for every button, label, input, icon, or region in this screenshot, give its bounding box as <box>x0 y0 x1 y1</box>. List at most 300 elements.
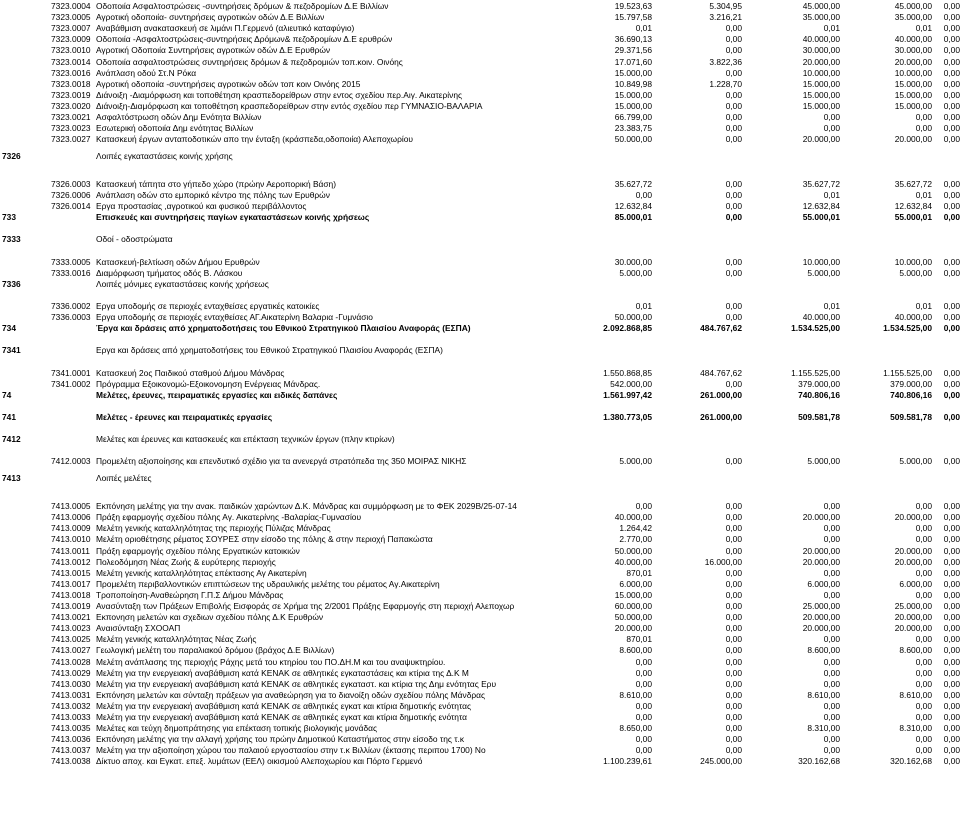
amount-col-3: 0,00 <box>823 734 840 745</box>
budget-line-row <box>0 623 960 634</box>
amount-col-4: 8.610,00 <box>899 689 932 700</box>
amount-col-5: 0,00 <box>943 634 960 645</box>
amount-col-3: 509.581,78 <box>798 412 840 422</box>
amount-col-1: 8.650,00 <box>619 723 652 734</box>
amount-col-1: 50.000,00 <box>614 612 652 623</box>
amount-col-2: 0,00 <box>725 723 742 734</box>
account-description: Οδοποιία -Ασφαλτοστρώσεις-συντηρήσεις Δρόμων& πεζοδρομίων Δ.Ε ερυθρών <box>96 34 393 45</box>
account-code: 7413.0033 <box>51 712 91 722</box>
amount-col-1: 17.071,60 <box>614 56 652 67</box>
account-code: 7323.0019 <box>51 89 91 100</box>
amount-col-4: 0,00 <box>915 523 932 534</box>
account-description: Πράξη εφαρμογής σχεδίου πόλης Εργατικών κατοικιών <box>96 545 300 556</box>
amount-col-2: 0,00 <box>725 656 742 667</box>
account-description: Ανασύνταξη των Πράξεων Επιβολής Εισφοράς σε Χρήμα της 2/2001 Πράξης Εφαρμογής στη περιοχή Αλεποχωρ <box>96 601 515 611</box>
account-description: Κατασκευή-βελτίωση οδών Δήμου Ερυθρών <box>96 256 260 267</box>
account-description: Εκπονηση μελετών και σχεδιων σχεδίου πόλης Δ.Κ Ερυθρών <box>96 612 324 623</box>
amount-col-3: 5.000,00 <box>807 456 840 467</box>
account-code: 7326.0014 <box>51 201 91 212</box>
account-code: 7336.0003 <box>51 312 91 323</box>
account-code: 7413.0037 <box>51 745 91 756</box>
account-code: 7413.0025 <box>51 634 91 645</box>
group-code: 7326 <box>2 151 21 162</box>
amount-col-3: 30.000,00 <box>802 45 840 56</box>
amount-col-1: 0,00 <box>635 700 652 711</box>
amount-col-4: 0,00 <box>915 678 932 689</box>
amount-col-2: 0,00 <box>725 567 742 578</box>
amount-col-1: 0,00 <box>635 678 652 689</box>
account-code: 7412.0003 <box>51 456 91 467</box>
amount-col-2: 0,00 <box>725 712 742 722</box>
amount-col-2: 0,00 <box>725 23 742 34</box>
amount-col-3: 0,00 <box>823 678 840 689</box>
budget-line-row <box>0 668 960 679</box>
budget-line-row <box>0 34 960 45</box>
amount-col-1: 19.523,63 <box>614 1 652 11</box>
amount-col-4: 20.000,00 <box>894 512 932 523</box>
account-code: 7413.0012 <box>51 556 91 567</box>
amount-col-1: 15.000,00 <box>614 100 652 111</box>
group-row <box>0 212 960 223</box>
amount-col-2: 0,00 <box>725 700 742 711</box>
account-code: 7413.0036 <box>51 734 91 745</box>
amount-col-2: 0,00 <box>725 612 742 623</box>
budget-line-row <box>0 756 960 767</box>
account-description: Αγροτική οδοποιία- συντηρήσεις αγροτικών οδών Δ.Ε Βιλλίων <box>96 12 325 23</box>
amount-col-4: 0,00 <box>915 734 932 745</box>
account-code: 7323.0007 <box>51 23 91 34</box>
amount-col-1: 12.632,84 <box>614 201 652 212</box>
amount-col-3: 1.534.525,00 <box>791 323 840 334</box>
blank-row <box>0 490 960 501</box>
amount-col-4: 55.000,01 <box>894 212 932 223</box>
amount-col-4: 15.000,00 <box>894 78 932 89</box>
account-code: 7413.0032 <box>51 700 91 711</box>
amount-col-3: 8.600,00 <box>807 645 840 656</box>
amount-col-5: 0,00 <box>943 556 960 567</box>
amount-col-3: 8.310,00 <box>807 723 840 734</box>
amount-col-5: 0,00 <box>943 78 960 89</box>
amount-col-2: 484.767,62 <box>700 323 742 334</box>
amount-col-5: 0,00 <box>943 301 960 311</box>
account-code: 7323.0010 <box>51 45 91 56</box>
amount-col-5: 0,00 <box>943 256 960 267</box>
account-description: Ανάπλαση οδών στο εμπορικό κέντρο της πόλης των Ερυθρών <box>96 190 330 200</box>
amount-col-5: 0,00 <box>943 312 960 323</box>
amount-col-4: 20.000,00 <box>894 134 932 145</box>
account-code: 7413.0006 <box>51 512 91 523</box>
amount-col-3: 0,00 <box>823 589 840 600</box>
budget-line-row <box>0 201 960 212</box>
account-description: Διάνοιξη-Διαμόρφωση και τοποθέτηση κρασπεδορείθρων στην εντός σχεδίου περ ΓΥΜΝΑΣΙΟ-ΒΑΛΑΡΙΑ <box>96 100 483 111</box>
amount-col-4: 20.000,00 <box>894 56 932 67</box>
amount-col-3: 10.000,00 <box>802 67 840 78</box>
amount-col-4: 30.000,00 <box>894 45 932 56</box>
amount-col-5: 0,00 <box>943 589 960 600</box>
amount-col-1: 1.550.868,85 <box>603 367 652 378</box>
amount-col-5: 0,00 <box>943 689 960 700</box>
amount-col-4: 20.000,00 <box>894 623 932 634</box>
amount-col-1: 2.092.868,85 <box>603 323 652 334</box>
account-code: 7413.0018 <box>51 589 91 600</box>
group-row <box>0 279 960 290</box>
amount-col-5: 0,00 <box>943 123 960 134</box>
amount-col-4: 0,01 <box>915 190 932 200</box>
blank-row <box>0 445 960 456</box>
amount-col-4: 0,00 <box>915 567 932 578</box>
amount-col-2: 16.000,00 <box>704 556 742 567</box>
account-code: 7341.0002 <box>51 378 91 389</box>
account-description: Ασφαλτόστρωση οδών Δημ Ενότητα Βιλλίων <box>96 112 262 122</box>
amount-col-1: 0,00 <box>635 667 652 678</box>
amount-col-4: 10.000,00 <box>894 256 932 267</box>
amount-col-4: 15.000,00 <box>894 100 932 111</box>
amount-col-3: 379.000,00 <box>798 378 840 389</box>
budget-line-row <box>0 57 960 68</box>
amount-col-1: 8.600,00 <box>619 645 652 656</box>
amount-col-4: 10.000,00 <box>894 67 932 78</box>
account-description: Γεωλογική μελέτη του παραλιακού δρόμου (βράχος Δ.Ε Βιλλίων) <box>96 645 335 656</box>
amount-col-4: 20.000,00 <box>894 545 932 556</box>
blank-row <box>0 168 960 179</box>
account-code: 7323.0018 <box>51 78 91 89</box>
amount-col-3: 20.000,00 <box>802 134 840 145</box>
amount-col-5: 0,00 <box>943 212 960 223</box>
amount-col-5: 0,00 <box>943 112 960 122</box>
amount-col-3: 20.000,00 <box>802 556 840 567</box>
account-description: Μελέτη οριοθέτησης ρέματος ΣΟΥΡΕΣ στην είσοδο της πόλης & στην περιοχή Παπακώστα <box>96 534 433 545</box>
amount-col-1: 66.799,00 <box>614 112 652 122</box>
amount-col-4: 379.000,00 <box>890 378 932 389</box>
amount-col-3: 0,00 <box>823 634 840 645</box>
blank-row <box>0 357 960 368</box>
account-description: Μελέτη γενικής καταλληλότητας Νέας Ζωής <box>96 634 257 645</box>
amount-col-3: 320.162,68 <box>798 756 840 767</box>
amount-col-4: 0,00 <box>915 634 932 645</box>
amount-col-2: 3.216,21 <box>709 12 742 23</box>
budget-line-row <box>0 546 960 557</box>
amount-col-2: 484.767,62 <box>700 367 742 378</box>
account-code: 7413.0011 <box>51 545 90 556</box>
amount-col-1: 20.000,00 <box>614 623 652 634</box>
amount-col-2: 0,00 <box>725 634 742 645</box>
account-description: Εκπόνηση μελέτης για την ανακ. παιδικών χαρώντων Δ.Κ. Μάνδρας και συμμόρφωση με το ΦΕΚ 2029Β/25-07-14 <box>96 501 517 512</box>
budget-line-row <box>0 101 960 112</box>
account-description: Εσωτερική οδοποιία Δημ ενότητας Βιλλίων <box>96 123 254 134</box>
amount-col-2: 0,00 <box>725 456 742 467</box>
account-description: Οδοποιία Ασφαλτοστρώσεις -συντηρήσεις δρόμων & πεζοδρομίων Δ.Ε Βιλλίων <box>96 1 389 11</box>
budget-line-row <box>0 90 960 101</box>
amount-col-4: 0,01 <box>915 301 932 311</box>
account-code: 7413.0017 <box>51 578 91 589</box>
amount-col-2: 0,00 <box>725 301 742 311</box>
amount-col-1: 542.000,00 <box>610 378 652 389</box>
budget-line-row <box>0 312 960 323</box>
budget-line-row <box>0 690 960 701</box>
account-code: 7323.0009 <box>51 34 91 45</box>
budget-line-row <box>0 134 960 170</box>
amount-col-3: 6.000,00 <box>807 578 840 589</box>
budget-line-row <box>0 68 960 79</box>
amount-col-4: 5.000,00 <box>899 267 932 278</box>
account-description: Μελέτη για την ενεργειακή αναβάθμιση κατά ΚΕΝΑΚ σε αθλητικές εγκατ και κτίρια δημοτικής ενότητα <box>96 712 468 722</box>
amount-col-3: 5.000,00 <box>807 267 840 278</box>
group-description: Λοιπές μόνιμες εγκαταστάσεις κοινής χρήσεως <box>96 278 269 289</box>
budget-line-row <box>0 612 960 623</box>
group-description: Επισκευές και συντηρήσεις παγίων εγκαταστάσεων κοινής χρήσεως <box>96 212 370 223</box>
budget-line-row <box>0 590 960 601</box>
amount-col-5: 0,00 <box>943 1 960 11</box>
amount-col-2: 1.228,70 <box>709 78 742 89</box>
amount-col-1: 0,00 <box>635 190 652 200</box>
budget-line-row <box>0 712 960 723</box>
amount-col-5: 0,00 <box>943 545 960 556</box>
amount-col-5: 0,00 <box>943 67 960 78</box>
amount-col-3: 0,01 <box>823 190 840 200</box>
budget-line-row <box>0 501 960 512</box>
amount-col-1: 0,00 <box>635 656 652 667</box>
amount-col-5: 0,00 <box>943 678 960 689</box>
account-code: 7413.0009 <box>51 523 91 534</box>
account-description: Μελέτη ανάπλασης της περιοχής Ράχης μετά του κτηρίου του ΠΟ.ΔΗ.Μ και του αναψυκτηρίου. <box>96 656 446 667</box>
amount-col-1: 5.000,00 <box>619 267 652 278</box>
amount-col-3: 0,00 <box>823 656 840 667</box>
account-description: Μελέτη για την ενεργειακή αναβάθμιση κατά ΚΕΝΑΚ σε αθλητικές εγκαταστ. και κτίρια της Δημ ενότητας Ερυ <box>96 678 497 689</box>
amount-col-2: 0,00 <box>725 45 742 56</box>
group-code: 7413 <box>2 473 21 484</box>
amount-col-2: 0,00 <box>725 589 742 600</box>
amount-col-2: 0,00 <box>725 734 742 745</box>
budget-line-row <box>0 45 960 56</box>
amount-col-5: 0,00 <box>943 523 960 534</box>
group-row <box>0 412 960 423</box>
group-description: Μελέτες και έρευνες και κατασκευές και επέκταση τεχνικών έργων (πλην κτιρίων) <box>96 434 395 445</box>
budget-line-row <box>0 190 960 201</box>
amount-col-3: 0,00 <box>823 123 840 134</box>
account-description: Δίκτυο αποχ. και Εγκατ. επεξ. λυμάτων (ΕΕΛ) οικισμού Αλεποχωρίου και Πόρτο Γερμενό <box>96 756 423 767</box>
amount-col-2: 0,00 <box>725 312 742 323</box>
amount-col-5: 0,00 <box>943 323 960 334</box>
amount-col-5: 0,00 <box>943 712 960 722</box>
account-description: Εργα υποδομής σε περιοχές ενταχθείσες ΑΓ.Αικατερίνη Βαλαρια -Γυμνάσιο <box>96 312 373 323</box>
amount-col-2: 0,00 <box>725 623 742 634</box>
amount-col-2: 0,00 <box>725 212 742 223</box>
amount-col-2: 0,00 <box>725 190 742 200</box>
budget-line-row <box>0 723 960 734</box>
amount-col-1: 15.000,00 <box>614 589 652 600</box>
amount-col-3: 45.000,00 <box>802 1 840 11</box>
amount-col-1: 50.000,00 <box>614 545 652 556</box>
account-code: 7413.0005 <box>51 501 91 512</box>
amount-col-3: 8.610,00 <box>807 689 840 700</box>
account-description: Εκπόνηση μελετών και σύνταξη πράξεων για αναθεώρηση για το διανοίξη οδών σχεδίου πόλης Μάνδρας <box>96 689 486 700</box>
budget-line-row <box>0 568 960 579</box>
amount-col-2: 0,00 <box>725 645 742 656</box>
account-description: Τροποποίηση-Αναθεώρηση Γ.Π.Σ Δήμου Μάνδρας <box>96 589 284 600</box>
amount-col-3: 15.000,00 <box>802 89 840 100</box>
amount-col-5: 0,00 <box>943 178 960 189</box>
amount-col-5: 0,00 <box>943 745 960 756</box>
account-description: Διαμόρφωση τμήματος οδός Β. Λάσκου <box>96 267 243 278</box>
account-code: 7413.0030 <box>51 678 91 689</box>
amount-col-4: 0,00 <box>915 123 932 134</box>
account-description: Προμελέτη περιβαλλοντικών επιπτώσεων της υδραυλικής μελέτης του ρέματος Αγ.Αικατερίνη <box>96 578 440 589</box>
amount-col-5: 0,00 <box>943 623 960 634</box>
amount-col-2: 0,00 <box>725 678 742 689</box>
amount-col-3: 40.000,00 <box>802 34 840 45</box>
budget-line-row <box>0 679 960 690</box>
amount-col-2: 0,00 <box>725 601 742 611</box>
amount-col-5: 0,00 <box>943 190 960 200</box>
group-code: 7336 <box>2 278 21 289</box>
group-description: Εργα και δράσεις από χρηματοδοτήσεις του Εθνικού Στρατηγικού Πλαισίου Αναφοράς (ΕΣΠΑ) <box>96 345 443 356</box>
group-code: 7333 <box>2 234 21 245</box>
budget-line-row <box>0 301 960 312</box>
group-row <box>0 345 960 356</box>
account-code: 7336.0002 <box>51 301 91 311</box>
budget-line-row <box>0 512 960 523</box>
amount-col-2: 0,00 <box>725 67 742 78</box>
amount-col-4: 1.534.525,00 <box>883 323 932 334</box>
amount-col-5: 0,00 <box>943 201 960 212</box>
amount-col-4: 45.000,00 <box>894 1 932 11</box>
group-code: 7341 <box>2 345 21 356</box>
amount-col-1: 0,00 <box>635 501 652 512</box>
amount-col-5: 0,00 <box>943 412 960 422</box>
amount-col-3: 20.000,00 <box>802 623 840 634</box>
amount-col-4: 35.627,72 <box>894 178 932 189</box>
amount-col-1: 50.000,00 <box>614 134 652 145</box>
account-description: Μελέτη γενικής καταλληλότητας της περιοχής Πύλιζας Μάνδρας <box>96 523 331 534</box>
budget-line-row <box>0 557 960 568</box>
amount-col-3: 35.627,72 <box>802 178 840 189</box>
amount-col-3: 0,00 <box>823 523 840 534</box>
account-description: Μελέτη για την αξιοποίηση χώρου του παλαιού εργοστασίου στην τ.κ Βιλλίων (έκτασης περιπου 1700) Νο <box>96 745 486 756</box>
amount-col-5: 0,00 <box>943 578 960 589</box>
group-description: Μελέτες, έρευνες, πειραματικές εργασίες και ειδικές δαπάνες <box>96 389 338 400</box>
amount-col-5: 0,00 <box>943 134 960 145</box>
blank-row <box>0 223 960 234</box>
budget-line-row <box>0 379 960 390</box>
amount-col-4: 0,00 <box>915 656 932 667</box>
group-row <box>0 323 960 334</box>
amount-col-5: 0,00 <box>943 378 960 389</box>
account-description: Μελέτη για την ενεργειακή αναβάθμιση κατά ΚΕΝΑΚ σε αθλητικές εγκατ και κτίρια δημοτικής ενότητας <box>96 700 472 711</box>
account-code: 7413.0035 <box>51 723 91 734</box>
blank-row <box>0 401 960 412</box>
amount-col-3: 0,00 <box>823 567 840 578</box>
amount-col-1: 85.000,01 <box>614 212 652 223</box>
amount-col-2: 0,00 <box>725 689 742 700</box>
group-code: 741 <box>2 412 16 422</box>
budget-line-row <box>0 268 960 279</box>
amount-col-5: 0,00 <box>943 734 960 745</box>
amount-col-1: 35.627,72 <box>614 178 652 189</box>
account-code: 7333.0005 <box>51 256 91 267</box>
amount-col-4: 25.000,00 <box>894 601 932 611</box>
amount-col-3: 55.000,01 <box>802 212 840 223</box>
amount-col-5: 0,00 <box>943 700 960 711</box>
budget-line-row <box>0 734 960 745</box>
amount-col-4: 0,00 <box>915 589 932 600</box>
amount-col-5: 0,00 <box>943 45 960 56</box>
amount-col-1: 0,00 <box>635 712 652 722</box>
amount-col-2: 0,00 <box>725 134 742 145</box>
account-code: 7333.0016 <box>51 267 91 278</box>
blank-row <box>0 290 960 301</box>
group-code: 733 <box>2 212 16 223</box>
amount-col-4: 0,00 <box>915 667 932 678</box>
account-description: Ανάπλαση οδού Στ.Ν Ρόκα <box>96 67 197 78</box>
amount-col-3: 20.000,00 <box>802 512 840 523</box>
budget-line-row <box>0 12 960 23</box>
account-code: 7341.0001 <box>51 367 91 378</box>
account-code: 7326.0003 <box>51 178 91 189</box>
amount-col-5: 0,00 <box>943 389 960 400</box>
account-description: Μελέτη γενικής καταλληλότητας επέκτασης Αγ Αικατερίνη <box>96 567 307 578</box>
amount-col-4: 15.000,00 <box>894 89 932 100</box>
amount-col-5: 0,00 <box>943 667 960 678</box>
account-description: Οδοποιία ασφαλτοστρώσεις συντηρήσεις δρόμων & πεζοδρομιών τοπ.κοιν. Οινόης <box>96 56 403 67</box>
budget-line-row <box>0 112 960 123</box>
account-description: Πολεοδόμηση Νέας Ζωής & ευρύτερης περιοχής <box>96 556 276 567</box>
account-code: 7413.0010 <box>51 534 91 545</box>
amount-col-5: 0,00 <box>943 456 960 467</box>
amount-col-5: 0,00 <box>943 756 960 767</box>
amount-col-1: 0,00 <box>635 734 652 745</box>
budget-line-row <box>0 701 960 712</box>
group-description: Οδοί - οδοστρώματα <box>96 234 173 245</box>
account-description: Προμελέτη αξιοποίησης και επενδυτικό σχέδιο για τα ανενεργά στρατόπεδα της 350 ΜΟΙΡΑΣ ΝΙΚΗΣ <box>96 456 467 467</box>
account-description: Αγροτική Οδοποιία Συντηρήσεις αγροτικών οδών Δ.Ε Ερυθρών <box>96 45 331 56</box>
account-description: Κατασκευή έργων ανταποδοτικών απο την ένταξη (κράσπεδα,οδοποιία) Αλεποχωρίου <box>96 134 413 145</box>
amount-col-2: 0,00 <box>725 545 742 556</box>
amount-col-2: 0,00 <box>725 201 742 212</box>
amount-col-4: 40.000,00 <box>894 312 932 323</box>
amount-col-2: 0,00 <box>725 512 742 523</box>
amount-col-4: 0,00 <box>915 712 932 722</box>
amount-col-4: 5.000,00 <box>899 456 932 467</box>
group-code: 74 <box>2 389 12 400</box>
amount-col-1: 10.849,98 <box>614 78 652 89</box>
account-code: 7323.0023 <box>51 123 91 134</box>
amount-col-2: 0,00 <box>725 100 742 111</box>
amount-col-2: 0,00 <box>725 256 742 267</box>
amount-col-3: 0,00 <box>823 700 840 711</box>
amount-col-4: 8.310,00 <box>899 723 932 734</box>
amount-col-4: 20.000,00 <box>894 612 932 623</box>
budget-line-row <box>0 1 960 12</box>
amount-col-5: 0,00 <box>943 534 960 545</box>
amount-col-4: 6.000,00 <box>899 578 932 589</box>
amount-col-1: 870,01 <box>626 634 652 645</box>
account-description: Κατασκευή 2ος Παιδικού σταθμού Δήμου Μάνδρας <box>96 367 285 378</box>
amount-col-4: 0,00 <box>915 501 932 512</box>
amount-col-5: 0,00 <box>943 100 960 111</box>
amount-col-2: 0,00 <box>725 534 742 545</box>
amount-col-5: 0,00 <box>943 567 960 578</box>
budget-line-row <box>0 23 960 34</box>
amount-col-3: 1.155.525,00 <box>791 367 840 378</box>
amount-col-3: 20.000,00 <box>802 545 840 556</box>
amount-col-1: 2.770,00 <box>619 534 652 545</box>
amount-col-4: 40.000,00 <box>894 34 932 45</box>
amount-col-2: 0,00 <box>725 112 742 122</box>
amount-col-1: 15.000,00 <box>614 67 652 78</box>
account-description: Εκπόνηση μελέτης για την αλλαγή χρήσης του πρώην Δημοτικού Καταστήματος στην είσοδο της τ.κ <box>96 734 465 745</box>
amount-col-5: 0,00 <box>943 34 960 45</box>
budget-line-row <box>0 123 960 134</box>
